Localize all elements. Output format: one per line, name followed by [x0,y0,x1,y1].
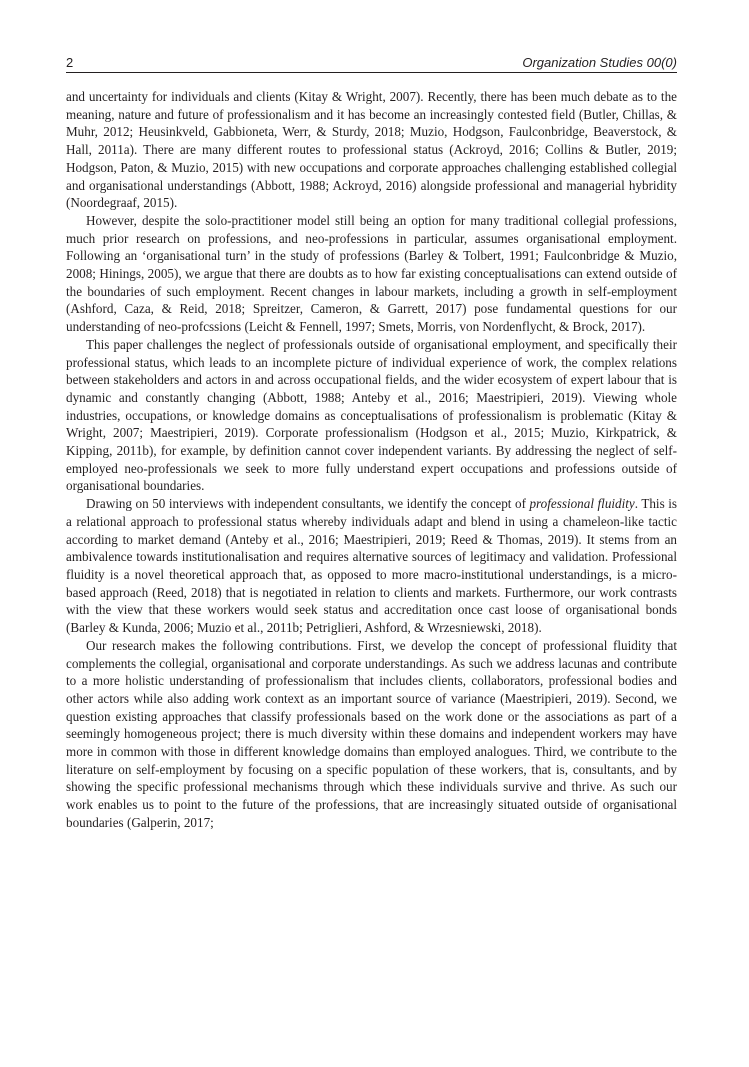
paragraph-5: Our research makes the following contributions. First, we develop the concept of professional fluidity that complements the collegial, organisational and corporate understandings. As such we address lacunas and contribute to a more holistic understanding of professionalism that includes clients, collaborators, professional bodies and other actors while also adding work context as an important source of variance (Maestripieri, 2019). Second, we question existing approaches that classify professionals based on the work done or the associations as part of a seemingly homogeneous project; there is much diversity within these domains and independent workers may have more in common with those in different knowledge domains than employed analogues. Third, we contribute to the literature on self-employment by focusing on a specific population of these workers, that is, consultants, and by showing the specific professional mechanisms through which these individuals survive and thrive. As such our work enables us to point to the future of the professions, that are increasingly situated outside of organisational boundaries (Galperin, 2017; [66,637,677,830]
paragraph-1: and uncertainty for individuals and clients (Kitay & Wright, 2007). Recently, there has been much debate as to the meaning, nature and future of professionalism and it has become an increasingly contested field (Butler, Chillas, & Muhr, 2012; Heusinkveld, Gabbioneta, Werr, & Sturdy, 2018; Muzio, Hodgson, Faulconbridge, Beaverstock, & Hall, 2011a). There are many different routes to professional status (Ackroyd, 2016; Collins & Butler, 2019; Hodgson, Paton, & Muzio, 2015) with new occupations and corporate approaches challenging established collegial and organisational understandings (Abbott, 1988; Ackroyd, 2016) alongside professional and managerial hybridity (Noordegraaf, 2015). [66,89,677,211]
running-header [66,50,677,70]
page-number: 2 [66,55,74,70]
paragraph-3: This paper challenges the neglect of professionals outside of organisational employment, and specifically their professional status, which leads to an incomplete picture of individual experience of work, the complex relations between stakeholders and actors in and across occupational fields, and the wider ecosystem of expert labour that is dynamic and constantly changing (Abbott, 1988; Anteby et al., 2016; Maestripieri, 2019). Viewing whole industries, occupations, or knowledge domains as conceptualisations of professionalism is problematic (Kitay & Wright, 2007; Maestripieri, 2019). Corporate professionalism (Hodgson et al., 2015; Muzio, Kirkpatrick, & Kipping, 2011b), for example, by definition cannot cover independent variants. By addressing the neglect of self-employed neo-professionals we seek to more fully understand expert occupations and professions outside of organisational boundaries. [66,336,677,494]
term-professional-fluidity: professional fluidity [529,496,635,512]
body-text [66,88,677,832]
paragraph-4 [66,495,677,637]
paragraph-4-before: Drawing on 50 interviews with independent consultants, we identify the concept of [86,496,530,512]
journal-title: Organization Studies 00(0) [522,55,677,70]
paragraph-4-after: . This is a relational approach to professional status whereby individuals adapt and blend in using a chameleon-like tactic according to market demand (Anteby et al., 2016; Maestripieri, 2019; Reed & Thomas, 2019). It stems from an ambivalence towards institutionalisation and requires alternative sources of legitimacy and validation. Professional fluidity is a novel theoretical approach that, as opposed to more macro-institutional understandings, is a micro-based approach (Reed, 2018) that is negotiated in relation to clients and markets. Furthermore, our work contrasts with the view that these workers would seek status and accreditation once cast loose of organisational bonds (Barley & Kunda, 2006; Muzio et al., 2011b; Petriglieri, Ashford, & Wrzesniewski, 2018). [66,496,677,636]
paragraph-2: However, despite the solo-practitioner model still being an option for many traditional collegial professions, much prior research on professions, and neo-professions in particular, assumes organisational employment. Following an ‘organisational turn’ in the study of professions (Barley & Tolbert, 1991; Faulconbridge & Muzio, 2008; Hinings, 2005), we argue that there are doubts as to how far existing conceptualisations can extend outside of the boundaries of such employment. Recent changes in labour markets, including a growth in self-employment (Ashford, Caza, & Reid, 2018; Spreitzer, Cameron, & Garrett, 2017) pose fundamental questions for our understanding of neo-profcssions (Leicht & Fennell, 1997; Smets, Morris, von Nordenflycht, & Brock, 2017). [66,212,677,335]
header-rule [66,72,677,73]
